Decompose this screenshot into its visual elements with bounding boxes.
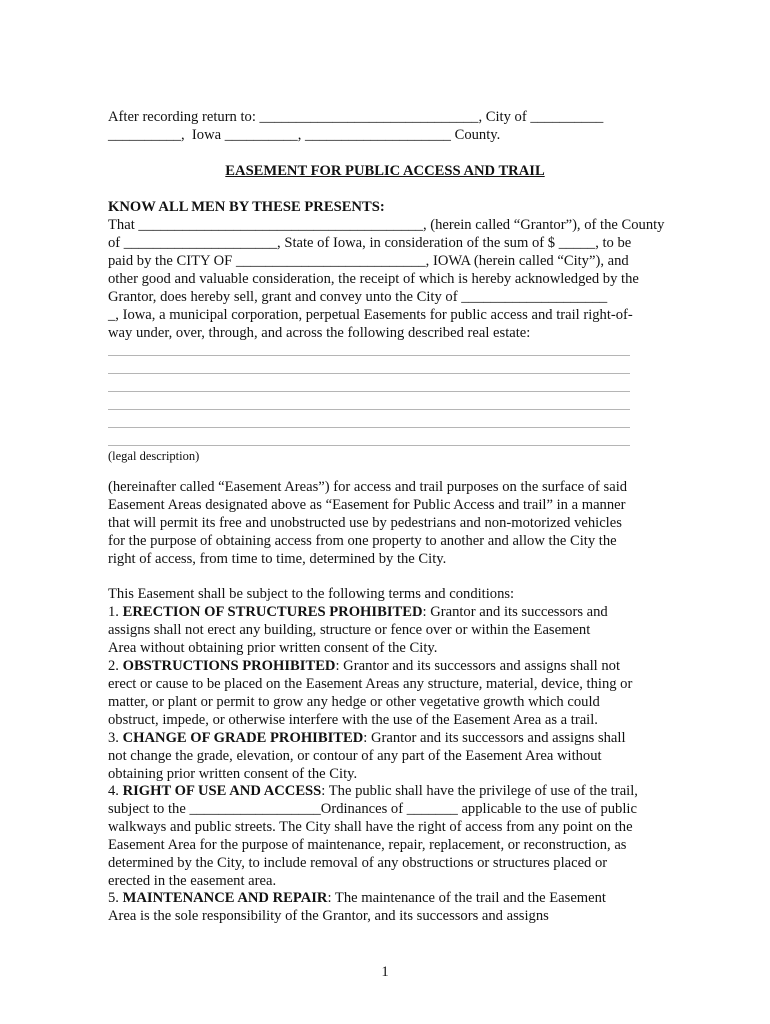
intro-line: Grantor, does hereby sell, grant and convey unto the City of ____________________ — [108, 289, 608, 305]
legal-description-blank-line — [108, 355, 630, 356]
clause-number: 2. — [108, 658, 123, 674]
clause-line: obstruct, impede, or otherwise interfere with the use of the Easement Area as a trail. — [108, 712, 598, 728]
intro-line: way under, over, through, and across the following described real estate: — [108, 325, 531, 341]
page-number: 1 — [381, 964, 389, 980]
legal-description-blank-line — [108, 391, 630, 392]
recording-return-line: After recording return to: ______________________________, City of __________ — [108, 109, 604, 125]
clause-2-first-line — [108, 657, 620, 675]
clause-line: erected in the easement area. — [108, 873, 277, 889]
clause-line: walkways and public streets. The City shall have the right of access from any point on the — [108, 819, 633, 835]
clause-5-first-line — [108, 889, 606, 907]
document-title: EASEMENT FOR PUBLIC ACCESS AND TRAIL — [225, 163, 545, 179]
clause-number: 4. — [108, 783, 123, 799]
easement-areas-line: that will permit its free and unobstructed use by pedestrians and non-motorized vehicles — [108, 515, 622, 531]
clause-text: : The maintenance of the trail and the Easement — [327, 890, 606, 906]
legal-description-blank-line — [108, 373, 630, 374]
clause-line: Area is the sole responsibility of the Grantor, and its successors and assigns — [108, 908, 549, 924]
clause-4-first-line — [108, 782, 638, 800]
clause-line: Area without obtaining prior written consent of the City. — [108, 640, 438, 656]
recording-location-line: __________, Iowa __________, ____________________ County. — [108, 127, 501, 143]
clause-text: : The public shall have the privilege of use of the trail, — [321, 783, 638, 799]
easement-areas-line: (hereinafter called “Easement Areas”) for access and trail purposes on the surface of said — [108, 479, 628, 495]
clause-line: obtaining prior written consent of the City. — [108, 766, 358, 782]
clause-3-first-line — [108, 729, 626, 747]
clause-title: MAINTENANCE AND REPAIR — [122, 890, 328, 906]
clause-title: ERECTION OF STRUCTURES PROHIBITED — [122, 604, 423, 620]
clause-text: : Grantor and its successors and — [422, 604, 608, 620]
clause-line: determined by the City, to include removal of any obstructions or structures placed or — [108, 855, 608, 871]
easement-areas-line: for the purpose of obtaining access from one property to another and allow the City the — [108, 533, 617, 549]
legal-description-label: (legal description) — [108, 449, 200, 463]
clause-number: 1. — [108, 604, 123, 620]
clause-number: 5. — [108, 890, 123, 906]
easement-areas-line: right of access, from time to time, determined by the City. — [108, 551, 447, 567]
clause-line: assigns shall not erect any building, structure or fence over or within the Easement — [108, 622, 591, 638]
clause-title: CHANGE OF GRADE PROHIBITED — [122, 730, 364, 746]
clause-number: 3. — [108, 730, 123, 746]
intro-line: of _____________________, State of Iowa, in consideration of the sum of $ _____, to be — [108, 235, 632, 251]
intro-line: That _______________________________________, (herein called “Grantor”), of the County — [108, 217, 665, 233]
clause-1-first-line — [108, 603, 608, 621]
clause-title: RIGHT OF USE AND ACCESS — [122, 783, 322, 799]
clause-title: OBSTRUCTIONS PROHIBITED — [122, 658, 336, 674]
intro-line: other good and valuable consideration, the receipt of which is hereby acknowledged by the — [108, 271, 639, 287]
clause-line: subject to the __________________Ordinances of _______ applicable to the use of public — [108, 801, 637, 817]
clause-line: erect or cause to be placed on the Easement Areas any structure, material, device, thing or — [108, 676, 633, 692]
clause-line: not change the grade, elevation, or contour of any part of the Easement Area without — [108, 748, 602, 764]
clause-text: : Grantor and its successors and assigns shall — [363, 730, 626, 746]
easement-areas-line: Easement Areas designated above as “Easement for Public Access and trail” in a manner — [108, 497, 626, 513]
intro-heading: KNOW ALL MEN BY THESE PRESENTS: — [108, 199, 385, 215]
clause-text: : Grantor and its successors and assigns shall not — [335, 658, 621, 674]
legal-description-blank-line — [108, 409, 630, 410]
conditions-intro: This Easement shall be subject to the following terms and conditions: — [108, 586, 515, 602]
legal-description-blank-line — [108, 445, 630, 446]
clause-line: matter, or plant or permit to grow any hedge or other vegetative growth which could — [108, 694, 600, 710]
intro-line: _, Iowa, a municipal corporation, perpetual Easements for public access and trail right-of- — [108, 307, 633, 323]
intro-line: paid by the CITY OF __________________________, IOWA (herein called “City”), and — [108, 253, 629, 269]
clause-line: Easement Area for the purpose of maintenance, repair, replacement, or reconstruction, as — [108, 837, 627, 853]
legal-description-blank-line — [108, 427, 630, 428]
